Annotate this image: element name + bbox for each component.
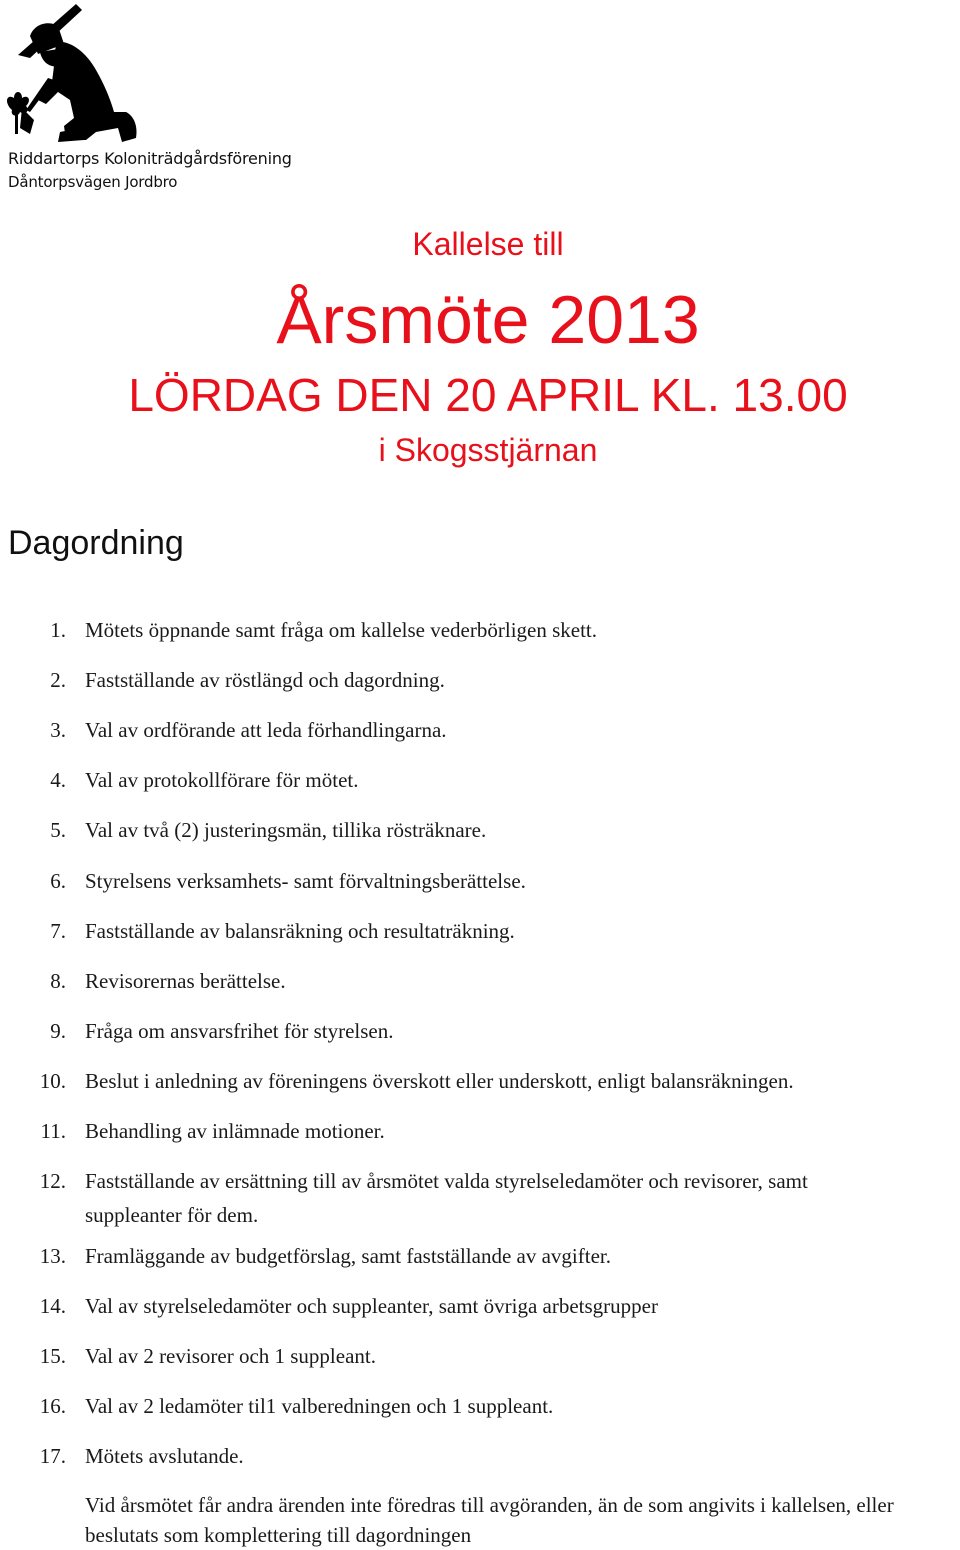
organization-address: Dåntorpsvägen Jordbro — [8, 173, 178, 191]
agenda-note: Vid årsmötet får andra ärenden inte föredras till avgöranden, än de som angivits i kallelsen, eller beslutats som komplettering till dagordningen — [85, 1493, 894, 1547]
invitation-intro: Kallelse till — [412, 226, 564, 262]
agenda-list: 1. Mötets öppnande samt fråga om kallelse vederbörligen skett. 2. Fastställande av röstlängd och dagordning. 3. Val av ordförande att leda förhandlingarna. 4. Val av protokollförare för mötet. 5. Val av två (2) justeringsmän, tillika rösträknare. 6. Styrelsens verksamhets- samt förvaltningsberättelse. 7. Fastställande av balansräkning och resultaträkning. 8. Revisorernas berättelse. 9. Fråga om ansvarsfrihet för styrelsen. 10. Beslut i anledning av föreningens överskott eller underskott, enligt balansräkningen. 11. Behandling av inlämnade motioner. 12. Fastställande av ersättning till av årsmötet valda styrelseledamöter och revisorer, samt suppleanter för dem. 13. Framläggande av budgetförslag, samt fastställande av avgifter. 14. Val av styrelseledamöter och suppleanter, samt övriga arbetsgrupper 15. Val av 2 revisorer och 1 suppleant. 16. Val av 2 ledamöter til1 valberedningen och 1 suppleant. 17. Mötets avslutande. — [39, 618, 808, 1468]
organization-name: Riddartorps Koloniträdgårdsförening — [8, 149, 292, 168]
agenda-heading: Dagordning — [8, 524, 184, 562]
meeting-place: i Skogsstjärnan — [378, 432, 598, 468]
meeting-date: LÖRDAG DEN 20 APRIL KL. 13.00 — [128, 369, 848, 421]
meeting-title: Årsmöte 2013 — [276, 282, 700, 358]
